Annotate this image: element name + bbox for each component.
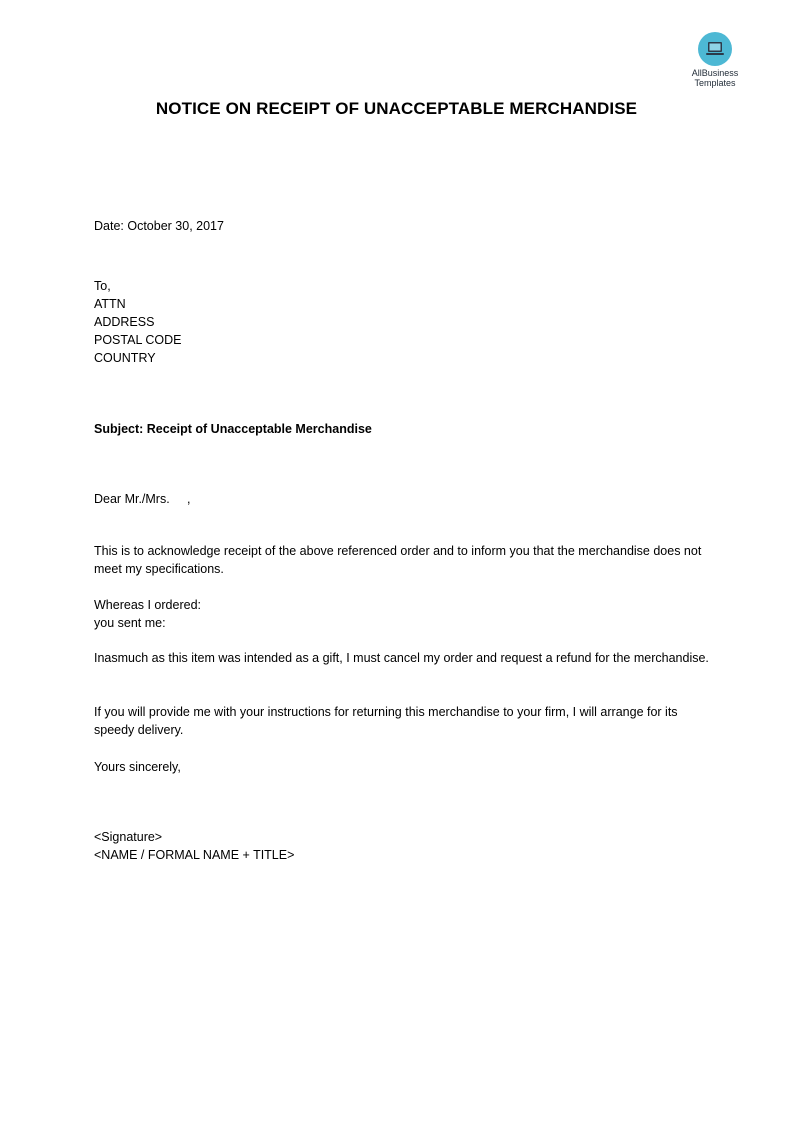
- logo-text-line2: Templates: [694, 78, 736, 88]
- date-line: Date: October 30, 2017: [94, 219, 224, 233]
- address-attn: ATTN: [94, 297, 126, 311]
- address-to: To,: [94, 279, 111, 293]
- sent-line: you sent me:: [94, 616, 166, 630]
- logo-text-line1: AllBusiness: [691, 68, 739, 78]
- address-postal-code: POSTAL CODE: [94, 333, 182, 347]
- address-line: ADDRESS: [94, 315, 155, 329]
- ordered-line: Whereas I ordered:: [94, 598, 201, 612]
- body-paragraph-3: If you will provide me with your instructions for returning this merchandise to your firm, I will arrange for its speedy delivery.: [94, 705, 678, 737]
- signature-placeholder: <Signature>: [94, 830, 163, 844]
- document-title: NOTICE ON RECEIPT OF UNACCEPTABLE MERCHANDISE: [155, 99, 638, 118]
- body-paragraph-1: This is to acknowledge receipt of the above referenced order and to inform you that the merchandise does not meet my specifications.: [94, 544, 702, 576]
- body-paragraph-2: Inasmuch as this item was intended as a gift, I must cancel my order and request a refund for the merchandise.: [94, 651, 709, 665]
- laptop-icon: [698, 32, 732, 66]
- salutation: Dear Mr./Mrs. ,: [94, 492, 191, 506]
- subject-line: Subject: Receipt of Unacceptable Merchandise: [94, 422, 372, 436]
- brand-logo: [680, 32, 750, 88]
- name-title-placeholder: <NAME / FORMAL NAME + TITLE>: [94, 848, 295, 862]
- closing: Yours sincerely,: [94, 760, 181, 774]
- address-country: COUNTRY: [94, 351, 156, 365]
